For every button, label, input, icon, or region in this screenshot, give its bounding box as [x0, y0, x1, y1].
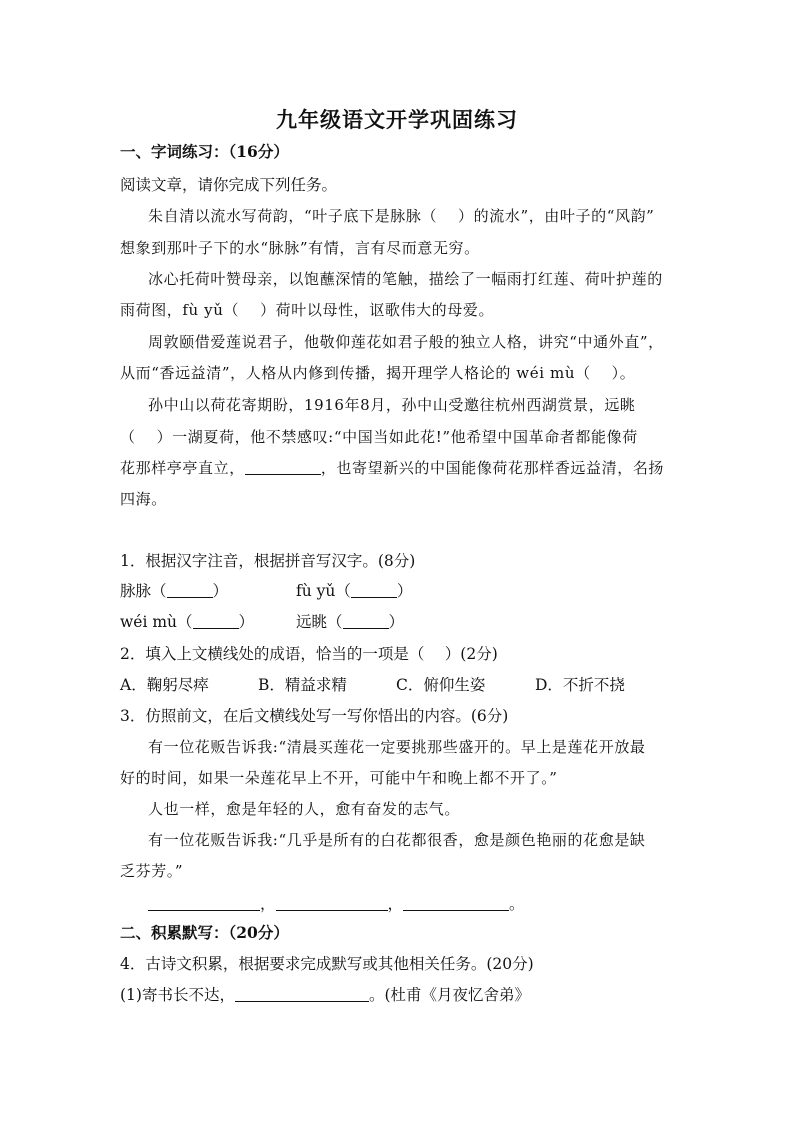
passage-line: 四海。 [120, 490, 167, 508]
passage-fragment: 花那样亭亭直立， [120, 459, 245, 477]
answer-blank[interactable] [167, 583, 213, 598]
passage-line [120, 458, 664, 478]
answer-blank[interactable] [276, 896, 388, 911]
passage-line: 周敦颐借爱莲说君子，他敬仰莲花如君子般的独立人格，讲究“中通外直”， [148, 333, 664, 351]
option-c[interactable]: C．俯仰生姿 [396, 676, 486, 694]
option-d[interactable]: D．不折不挠 [535, 676, 625, 694]
q1-item: wéi mù（ ） [120, 613, 255, 631]
q4-line-1: (1)寄书长不达， 。(杜甫《月夜忆舍弟》 [120, 986, 531, 1004]
question-2: 2．填入上文横线处的成语，恰当的一项是（ ）(2分) [120, 645, 498, 663]
answer-blank[interactable] [403, 896, 509, 911]
answer-blank[interactable] [343, 614, 389, 629]
passage-line: 雨荷图，fù yǔ（ ）荷叶以母性，讴歌伟大的母爱。 [120, 301, 495, 319]
q3-line: 人也一样，愈是年轻的人，愈有奋发的志气。 [148, 800, 461, 818]
q3-line: 有一位花贩告诉我:“清晨买莲花一定要挑那些盛开的。早上是莲花开放最 [148, 738, 646, 756]
option-a[interactable]: A．鞠躬尽瘁 [120, 676, 209, 694]
answer-blank[interactable] [193, 614, 239, 629]
section-2-heading: 二、积累默写：（20分） [120, 923, 289, 942]
passage-line: 从而“香远益清”，人格从内修到传播，揭开理学人格论的 wéi mù（ ）。 [120, 364, 636, 382]
answer-blank[interactable] [148, 896, 260, 911]
q3-line: 好的时间，如果一朵莲花早上不开，可能中午和晚上都不开了。” [120, 769, 558, 787]
passage-line: （ ）一湖夏荷，他不禁感叹:“中国当如此花!”他希望中国革命者都能像荷 [120, 428, 638, 446]
passage-fragment: ，也寄望新兴的中国能像荷花那样香远益清，名扬 [320, 459, 665, 477]
q1-item: 脉脉（ ） [120, 582, 229, 600]
q3-line: 有一位花贩告诉我:“几乎是所有的白花都很香，愈是颜色艳丽的花愈是缺 [148, 831, 646, 849]
q1-item: 远眺（ ） [296, 613, 405, 631]
answer-blank[interactable] [235, 987, 369, 1002]
q3-answer-line: ， ， 。 [148, 894, 525, 914]
question-4: 4．古诗文积累，根据要求完成默写或其他相关任务。(20分) [120, 955, 534, 973]
answer-blank[interactable] [351, 583, 397, 598]
page-title: 九年级语文开学巩固练习 [276, 107, 518, 132]
passage-line: 冰心托荷叶赞母亲，以饱蘸深情的笔触，描绘了一幅雨打红莲、荷叶护莲的 [148, 270, 663, 288]
section-1-intro: 阅读文章，请你完成下列任务。 [120, 176, 338, 194]
passage-line: 想象到那叶子下的水“脉脉”有情，言有尽而意无穷。 [120, 239, 480, 257]
idiom-blank[interactable] [245, 460, 321, 475]
passage-line: 朱自清以流水写荷韵，“叶子底下是脉脉（ ）的流水”，由叶子的“风韵” [148, 207, 655, 225]
question-1: 1．根据汉字注音，根据拼音写汉字。(8分) [120, 552, 416, 570]
passage-line: 孙中山以荷花寄期盼，1916年8月，孙中山受邀往杭州西湖赏景，远眺 [148, 396, 636, 414]
option-b[interactable]: B．精益求精 [258, 676, 347, 694]
question-3: 3．仿照前文，在后文横线处写一写你悟出的内容。(6分) [120, 707, 509, 725]
q1-item: fù yǔ（ ） [296, 582, 413, 600]
section-1-heading: 一、字词练习：（16分） [120, 142, 289, 161]
q3-line: 乏芬芳。” [120, 862, 184, 880]
